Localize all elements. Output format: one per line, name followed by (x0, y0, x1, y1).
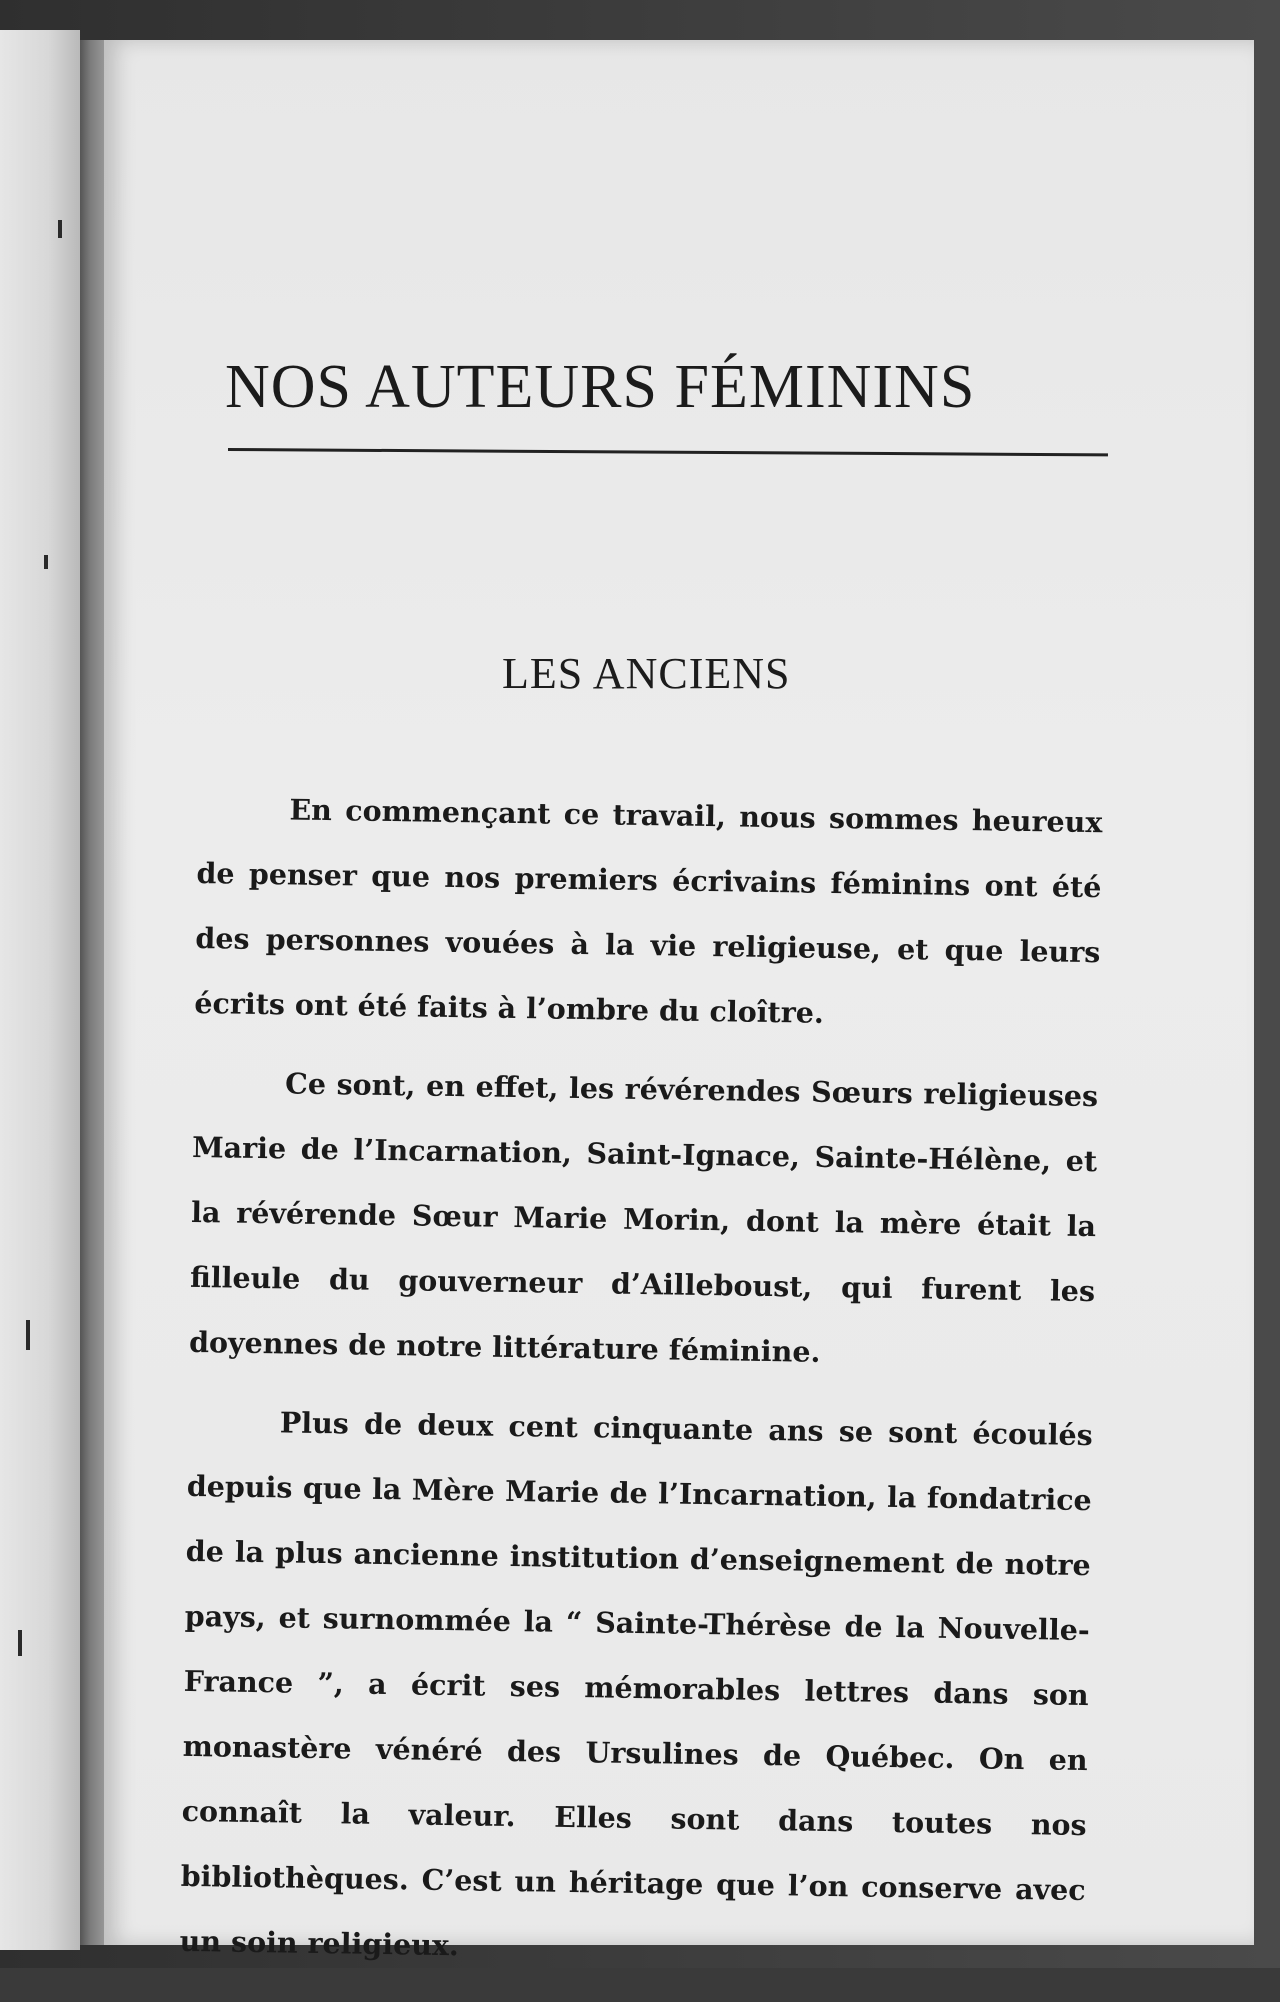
margin-mark (26, 1320, 30, 1350)
page-title: NOS AUTEURS FÉMININS (225, 353, 976, 421)
book-gutter (80, 40, 106, 1945)
section-title: LES ANCIENS (502, 649, 791, 698)
paragraph: Plus de deux cent cinquante ans se sont écoulés depuis que la Mère Marie de l’Incarnation, la fondatrice de la plus ancienne institution d’enseignement de notre pays, et surnommée la “ Sainte-Thérèse de la Nouvelle-France ”, a écrit ses mémorables lettres dans son monastère vénéré des Ursulines de Québec. On en connaît la valeur. Elles sont dans toutes nos bibliothèques. C’est un héritage que l’on conserve avec un soin religieux. (179, 1405, 1094, 1963)
body-text (179, 776, 1103, 2002)
facing-page-edge (0, 30, 80, 1950)
margin-mark (18, 1630, 22, 1656)
paragraph: Ce sont, en effet, les révérendes Sœurs religieuses Marie de l’Incarnation, Saint-Ignace, Sainte-Hélène, et la révérende Sœur Marie Morin, dont la mère était la filleule du gouverneur d’Ailleboust, qui furent les doyennes de notre littérature féminine. (188, 1066, 1099, 1369)
paragraph: En commençant ce travail, nous sommes heureux de penser que nos premiers écrivains féminins ont été des personnes vouées à la vie religieuse, et que leurs écrits ont été faits à l’ombre du cloître. (194, 792, 1103, 1030)
margin-mark (58, 220, 62, 238)
margin-mark (44, 555, 48, 569)
